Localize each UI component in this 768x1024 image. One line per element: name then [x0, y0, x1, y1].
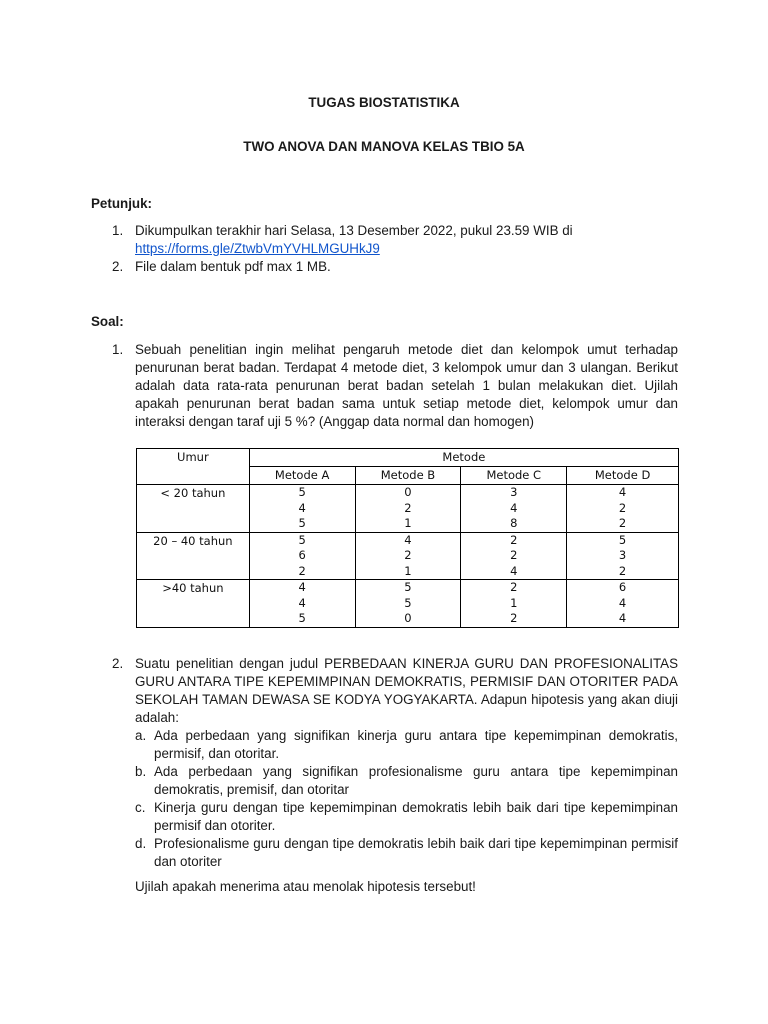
metode-header: Metode	[249, 449, 678, 467]
replicate-value: 8	[510, 516, 518, 530]
data-table	[136, 448, 679, 628]
instruction-item	[91, 258, 678, 276]
hypothesis-letter: d.	[135, 836, 147, 851]
replicate-value: 1	[510, 595, 518, 610]
replicate-value: 1	[404, 563, 412, 578]
replicate-value: 5	[404, 580, 412, 594]
replicate-value: 6	[618, 580, 627, 594]
replicate-value: 5	[298, 532, 306, 547]
instruction-text: Dikumpulkan terakhir hari Selasa, 13 Desember 2022, pukul 23.59 WIB di	[135, 223, 573, 238]
form-link[interactable]: https://forms.gle/ZtwbVmYVHLMGUHkJ9	[135, 241, 380, 256]
table-row	[137, 580, 679, 628]
closing-instruction: Ujilah apakah menerima atau menolak hipotesis tersebut!	[135, 879, 476, 894]
hypothesis-item	[135, 763, 678, 799]
replicate-value: 5	[618, 532, 627, 547]
question-number: 1.	[112, 342, 124, 357]
question-1-text: Sebuah penelitian ingin melihat pengaruh metode diet dan kelompok umut terhadap penurunan berat badan. Terdapat 4 metode diet, 3 kelompok umur dan 3 ulangan. Berikut adalah data rata-rata penurunan berat badan setelah 1 bulan melakukan diet. Ujilah apakah penurunan berat badan sama untuk setiap metode diet, kelompok umur dan interaksi dengan taraf uji 5 %? (Anggap data normal dan homogen)	[135, 342, 678, 429]
hypotheses-list	[135, 727, 678, 871]
umur-header: Umur	[137, 449, 250, 485]
question-item	[91, 341, 678, 431]
replicate-value: 5	[298, 611, 306, 625]
instructions-heading: Petunjuk:	[91, 196, 153, 211]
replicate-value: 5	[298, 485, 306, 499]
replicate-value: 4	[510, 500, 518, 515]
replicate-value: 4	[618, 485, 627, 499]
replicate-value: 2	[618, 563, 627, 578]
hypothesis-text: Profesionalisme guru dengan tipe demokratis lebih baik dari tipe kepemimpinan permisif dan otoriter	[154, 836, 678, 869]
method-header: Metode D	[567, 467, 679, 485]
replicate-value: 2	[404, 500, 412, 515]
value-cell	[567, 485, 679, 533]
question-item	[91, 655, 678, 871]
replicate-value: 2	[298, 563, 306, 578]
instructions-list	[91, 222, 678, 276]
hypothesis-letter: a.	[135, 728, 147, 743]
hypothesis-item	[135, 799, 678, 835]
table-row	[137, 485, 679, 533]
hypothesis-letter: b.	[135, 764, 147, 779]
age-group-label: 20 – 40 tahun	[137, 532, 250, 580]
method-header: Metode C	[461, 467, 567, 485]
age-group-label: < 20 tahun	[137, 485, 250, 533]
replicate-value: 2	[510, 548, 518, 562]
hypothesis-item	[135, 835, 678, 871]
replicate-value: 1	[404, 516, 412, 530]
value-cell	[355, 485, 461, 533]
question-2	[91, 655, 678, 871]
value-cell	[355, 532, 461, 580]
value-cell	[567, 580, 679, 628]
value-cell	[567, 532, 679, 580]
instruction-item	[91, 222, 678, 258]
replicate-value: 3	[618, 548, 627, 562]
document-title: TUGAS BIOSTATISTIKA	[308, 95, 460, 110]
replicate-value: 4	[404, 532, 412, 547]
replicate-value: 4	[618, 611, 627, 625]
question-number: 2.	[112, 656, 124, 671]
replicate-value: 4	[618, 595, 627, 610]
replicate-value: 2	[404, 548, 412, 562]
method-header: Metode A	[249, 467, 355, 485]
replicate-value: 2	[618, 500, 627, 515]
value-cell	[249, 580, 355, 628]
replicate-value: 4	[510, 563, 518, 578]
instruction-number: 2.	[112, 259, 124, 274]
replicate-value: 2	[618, 516, 627, 530]
questions-heading: Soal:	[91, 314, 124, 329]
replicate-value: 2	[510, 611, 518, 625]
replicate-value: 2	[510, 580, 518, 594]
value-cell	[461, 532, 567, 580]
value-cell	[461, 485, 567, 533]
method-header: Metode B	[355, 467, 461, 485]
hypothesis-text: Kinerja guru dengan tipe kepemimpinan demokratis lebih baik dari tipe kepemimpinan permisif dan otoriter.	[154, 800, 678, 833]
value-cell	[249, 485, 355, 533]
replicate-value: 6	[298, 548, 306, 562]
question-1	[91, 341, 678, 431]
replicate-value: 4	[298, 580, 306, 594]
instruction-number: 1.	[112, 223, 124, 238]
hypothesis-text: Ada perbedaan yang signifikan profesionalisme guru antara tipe kepemimpinan demokratis, premisif, dan otoritar	[154, 764, 678, 797]
document-subtitle: TWO ANOVA DAN MANOVA KELAS TBIO 5A	[243, 139, 525, 154]
value-cell	[249, 532, 355, 580]
age-group-label: >40 tahun	[137, 580, 250, 628]
replicate-value: 3	[510, 485, 518, 499]
instruction-text: File dalam bentuk pdf max 1 MB.	[135, 259, 331, 274]
replicate-value: 4	[298, 595, 306, 610]
replicate-value: 5	[298, 516, 306, 530]
hypothesis-item	[135, 727, 678, 763]
value-cell	[461, 580, 567, 628]
hypothesis-letter: c.	[135, 800, 146, 815]
replicate-value: 0	[404, 485, 412, 499]
replicate-value: 5	[404, 595, 412, 610]
replicate-value: 2	[510, 532, 518, 547]
replicate-value: 0	[404, 611, 412, 625]
table-row	[137, 532, 679, 580]
hypothesis-text: Ada perbedaan yang signifikan kinerja guru antara tipe kepemimpinan demokratis, permisif, dan otoritar.	[154, 728, 678, 761]
replicate-value: 4	[298, 500, 306, 515]
value-cell	[355, 580, 461, 628]
question-2-intro: Suatu penelitian dengan judul PERBEDAAN KINERJA GURU DAN PROFESIONALITAS GURU ANTARA TIPE KEPEMIMPINAN DEMOKRATIS, PERMISIF DAN OTORITER PADA SEKOLAH TAMAN DEWASA SE KODYA YOGYAKARTA. Adapun hipotesis yang akan diuji adalah:	[135, 656, 678, 725]
